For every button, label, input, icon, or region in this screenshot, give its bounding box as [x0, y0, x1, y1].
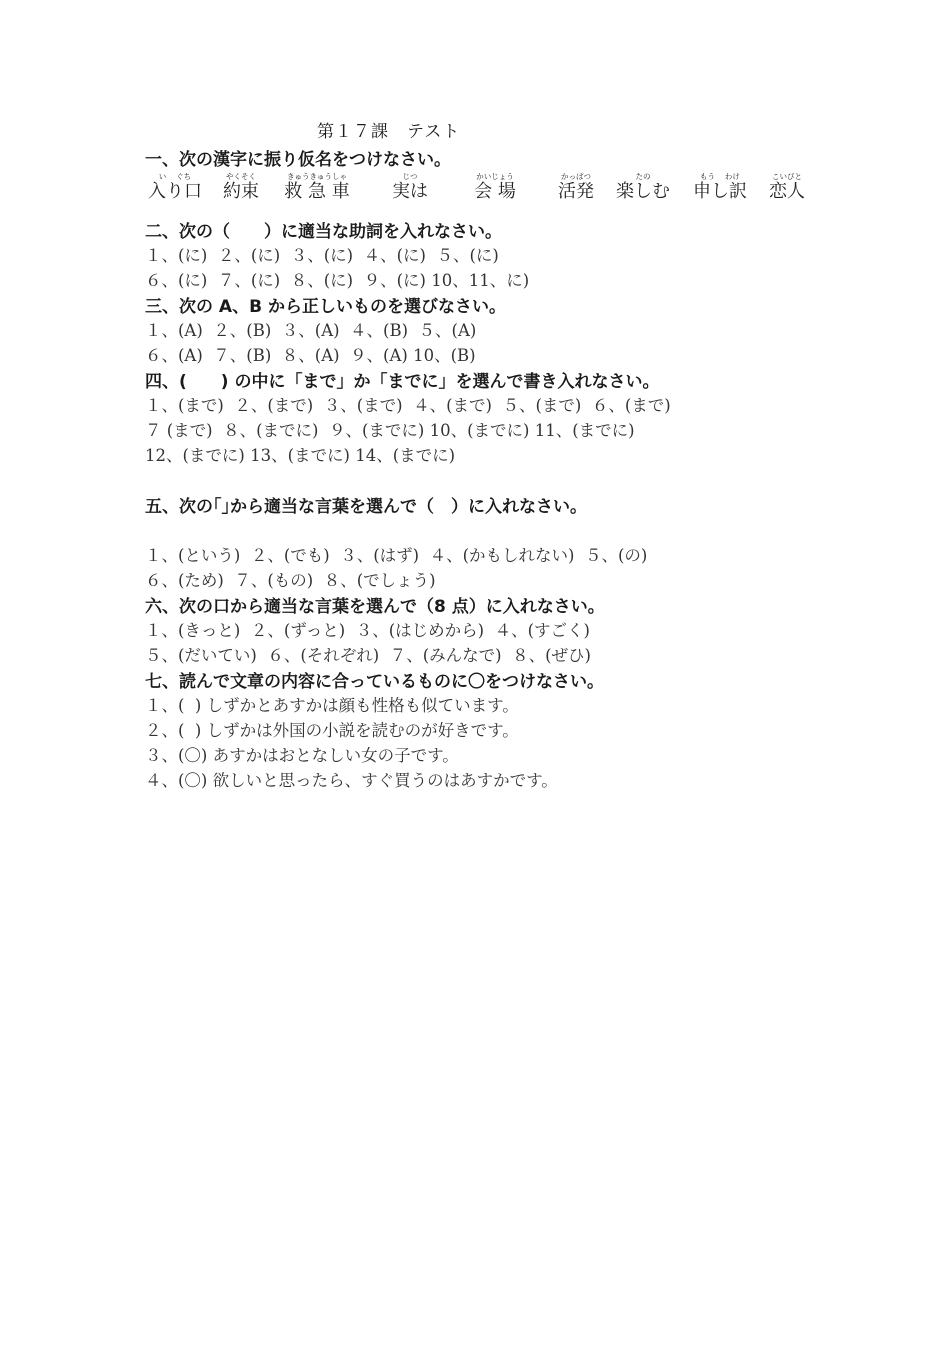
- answer-line: １、(という) ２、(でも) ３、(はず) ４、(かもしれない) ５、(の): [145, 546, 648, 565]
- vocab-kanji: 実は: [392, 181, 428, 202]
- vocab-item: [553, 172, 599, 203]
- vocab-kanji: 活発: [558, 181, 594, 202]
- vocab-kanji: 申し訳: [693, 181, 747, 202]
- section-4-heading: 四、( ) の中に「まで」か「までに」を選んで書き入れなさい。: [145, 372, 660, 392]
- answer-line: １、( ) しずかとあすかは顔も性格も似ています。: [145, 696, 519, 715]
- answer-line: ４、(〇) 欲しいと思ったら、すぐ買うのはあすかです。: [145, 771, 558, 790]
- section-2-heading: 二、次の（ ）に適当な助詞を入れなさい。: [145, 222, 502, 242]
- vocab-item: [764, 172, 810, 203]
- vocab-kanji: 会 場: [474, 181, 516, 202]
- vocab-item: [612, 172, 674, 203]
- answer-line: １、(に) ２、(に) ３、(に) ４、(に) ５、(に): [145, 246, 499, 265]
- vocab-ruby: かいじょう: [476, 172, 514, 181]
- answer-line: ６、(に) ７、(に) ８、(に) ９、(に) 10、11、に): [145, 271, 530, 290]
- vocab-ruby: たの: [635, 172, 651, 181]
- vocab-ruby: きゅうきゅうしゃ: [287, 172, 347, 181]
- answer-line: 12、(までに) 13、(までに) 14、(までに): [145, 446, 456, 465]
- answer-line: ５、(だいてい) ６、(それぞれ) ７、(みんなで) ８、(ぜひ): [145, 646, 591, 665]
- vocab-item: [145, 172, 205, 203]
- answer-line: ７ (まで) ８、(までに) ９、(までに) 10、(までに) 11、(までに): [145, 421, 635, 440]
- page-title: 第１７課 テスト: [317, 122, 461, 142]
- section-7-heading: 七、読んで文章の内容に合っているものに〇をつけなさい。: [145, 672, 604, 692]
- vocab-kanji: 約束: [223, 181, 259, 202]
- answer-line: １、(まで) ２、(まで) ３、(まで) ４、(まで) ５、(まで) ６、(まで): [145, 396, 671, 415]
- vocab-ruby: やくそく: [226, 172, 256, 181]
- vocab-ruby: こいびと: [772, 172, 802, 181]
- section-3-heading: 三、次の A、B から正しいものを選びなさい。: [145, 297, 506, 317]
- vocab-kanji: 楽しむ: [616, 181, 670, 202]
- answer-line: １、(きっと) ２、(ずっと) ３、(はじめから) ４、(すごく): [145, 621, 590, 640]
- answer-line: ３、(〇) あすかはおとなしい女の子です。: [145, 746, 459, 765]
- section-6-heading: 六、次の口から適当な言葉を選んで（8 点）に入れなさい。: [145, 597, 605, 617]
- vocab-item: [387, 172, 433, 203]
- section-1-heading: 一、次の漢字に振り仮名をつけなさい。: [145, 150, 451, 170]
- answer-line: １、(A) ２、(B) ３、(A) ４、(B) ５、(A): [145, 321, 477, 340]
- answer-line: ２、( ) しずかは外国の小説を読むのが好きです。: [145, 721, 519, 740]
- vocab-item: [277, 172, 357, 203]
- vocab-item: [688, 172, 752, 203]
- vocab-ruby: もう わけ: [700, 172, 740, 181]
- vocab-ruby: い ぐち: [158, 172, 192, 181]
- section-5-heading: 五、次の｢｣から適当な言葉を選んで（ ）に入れなさい。: [145, 497, 587, 517]
- answer-line: ６、(A) ７、(B) ８、(A) ９、(A) 10、(B): [145, 346, 476, 365]
- vocab-ruby: じつ: [402, 172, 418, 181]
- vocab-kanji: 救 急 車: [284, 181, 350, 202]
- vocab-ruby: かっぱつ: [561, 172, 591, 181]
- vocab-item: [218, 172, 264, 203]
- answer-line: ６、(ため) ７、(もの) ８、(でしょう): [145, 571, 436, 590]
- vocab-item: [465, 172, 525, 203]
- vocab-kanji: 恋人: [769, 181, 805, 202]
- vocab-kanji: 入り口: [148, 181, 202, 202]
